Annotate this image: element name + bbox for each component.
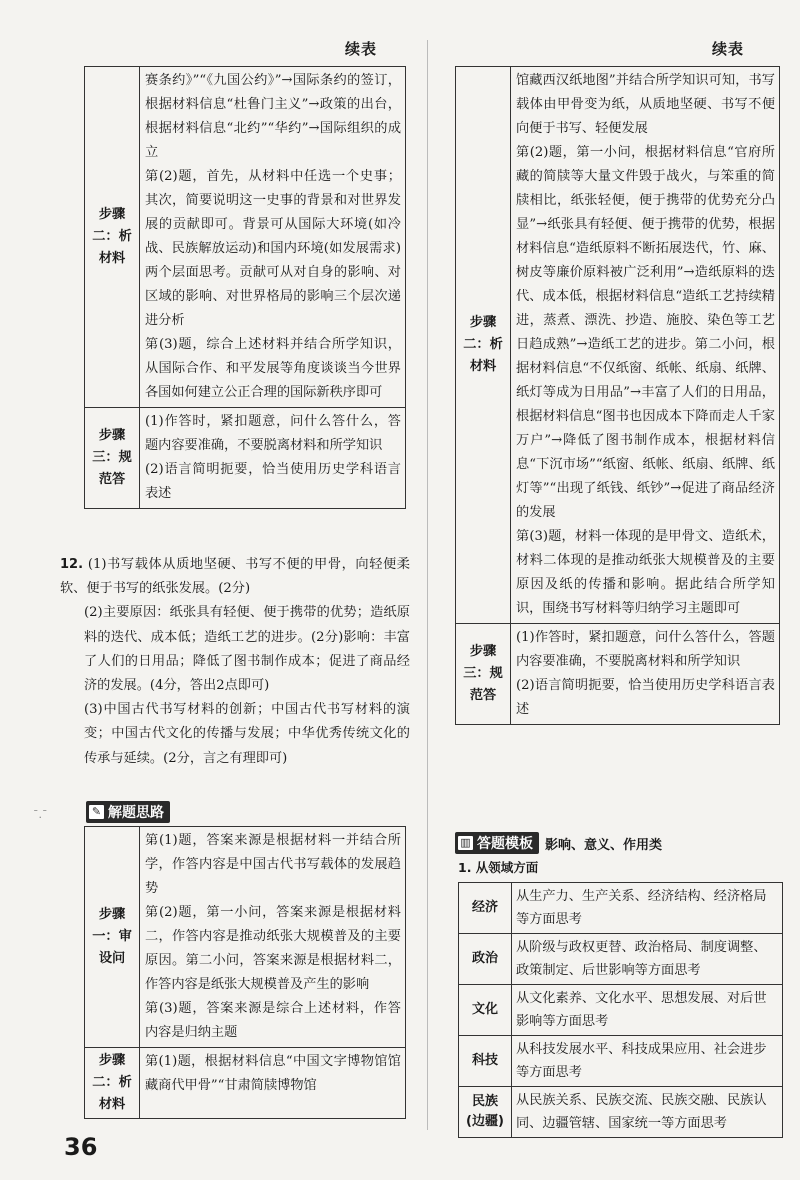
solution-tag-badge [86,801,170,823]
template-category: 科技 [459,1036,512,1087]
step-line: 第(1)题，根据材料信息“中国文字博物馆馆藏商代甲骨”“甘肃简牍博物馆 [145,1054,401,1093]
step-label [85,827,140,1048]
question-12-answer [60,553,410,771]
step-label-text: 步骤二：析材料 [92,1053,132,1112]
page-number: 36 [64,1133,98,1161]
template-text: 从阶级与政权更替、政治格局、制度调整、政策制定、后世影响等方面思考 [512,934,783,985]
step-line: 第(3)题，综合上述材料并结合所学知识，从国际合作、和平发展等角度谈谈当今世界各国如何建立公正合理的国际新秩序即可 [145,337,401,400]
pencil-note-icon: ✎ [89,805,104,819]
step-content [140,67,406,408]
template-text: 从生产力、生产关系、经济结构、经济格局等方面思考 [512,883,783,934]
answer-part-2: (2)主要原因：纸张具有轻便、便于携带的优势；造纸原料的迭代、成本低；造纸工艺的进步。(2分)影响：丰富了人们的日用品；降低了图书制作成本；促进了商品经济的发展。(4分，答出2点即可) [84,605,410,694]
table-row [456,624,780,725]
step-line: 馆藏西汉纸地图”并结合所学知识可知，书写载体由甲骨变为纸，从质地坚硬、书写不便向便于书写、轻便发展 [516,73,775,136]
table-row [459,934,783,985]
template-text: 从文化素养、文化水平、思想发展、对后世影响等方面思考 [512,985,783,1036]
continued-label-right: 续表 [712,40,745,58]
step-line: 第(3)题，答案来源是综合上述材料，作答内容是归纳主题 [145,1001,401,1040]
table-row [459,985,783,1036]
step-content [140,1048,406,1119]
open-book-icon: ▥ [458,836,473,850]
template-table-wrap [458,882,783,1138]
step-line: 赛条约》”“《九国公约》”→国际条约的签订，根据材料信息“杜鲁门主义”→政策的出台，根据材料信息“北约”“华约”→国际组织的成立 [145,73,401,160]
solution-tag [86,800,170,823]
step-content [140,827,406,1048]
step-label [85,67,140,408]
step-content [140,408,406,509]
table-row [459,883,783,934]
left-top-steps-table [84,66,406,509]
step-content [511,67,780,624]
template-category: 文化 [459,985,512,1036]
left-bottom-table-wrap [84,826,406,1119]
left-bottom-steps-table [84,826,406,1119]
step-line: 第(2)题，第一小问，答案来源是根据材料二，作答内容是推动纸张大规模普及的主要原因。第二小问，答案来源是根据材料二，作答内容是纸张大规模普及产生的影响 [145,905,401,992]
template-text: 从科技发展水平、科技成果应用、社会进步等方面思考 [512,1036,783,1087]
left-top-table-wrap [84,66,406,509]
continued-label-left: 续表 [345,40,378,58]
table-row [459,1036,783,1087]
step-label [85,408,140,509]
step-line: (1)作答时，紧扣题意，问什么答什么，答题内容要准确，不要脱离材料和所学知识 [516,630,775,669]
template-section-title: 1. 从领域方面 [458,860,539,875]
step-line: (2)语言简明扼要，恰当使用历史学科语言表述 [145,462,401,501]
step-label-text: 步骤二：析材料 [92,207,132,266]
right-table-wrap [455,66,780,725]
column-divider [427,40,428,1130]
template-heading [455,832,662,854]
step-label [456,624,511,725]
table-row [85,67,406,408]
template-category: 政治 [459,934,512,985]
margin-mark: ¯.¯ [33,808,48,821]
step-line: 第(2)题，第一小问，根据材料信息“官府所藏的简牍等大量文件毁于战火，与笨重的简牍相比，纸张轻便，便于携带的优势充分凸显”→纸张具有轻便、便于携带的优势，根据材料信息“造纸原料不断拓展迭代，竹、麻、树皮等廉价原料被广泛利用”→造纸原料的迭代、成本低，根据材料信息“造纸工艺持续精进，蒸煮、漂洗、抄造、施胶、染色等工艺日趋成熟”→造纸工艺的进步。第二小问，根据材料信息“不仅纸窗、纸帐、纸扇、纸牌、纸灯等成为日用品”→丰富了人们的日用品，根据材料信息“图书也因成本下降而走人千家万户”→降低了图书制作成本，根据材料信息“下沉市场”“纸窗、纸帐、纸扇、纸牌、纸灯等”“出现了纸钱、纸钞”→促进了商品经济的发展 [516,145,775,520]
solution-tag-label: 解题思路 [108,805,164,821]
template-tag-badge [455,832,539,854]
step-line: 第(1)题，答案来源是根据材料一并结合所学，作答内容是中国古代书写载体的发展趋势 [145,833,401,896]
step-label-text: 步骤一：审设问 [92,907,132,966]
step-content [511,624,780,725]
table-row [459,1087,783,1138]
step-label [85,1048,140,1119]
table-row [85,827,406,1048]
step-label-text: 步骤三：规范答 [92,428,132,487]
step-line: (2)语言简明扼要，恰当使用历史学科语言表述 [516,678,775,717]
step-line: (1)作答时，紧扣题意，问什么答什么，答题内容要准确，不要脱离材料和所学知识 [145,414,401,453]
table-row [85,408,406,509]
step-label-text: 步骤二：析材料 [463,315,503,374]
answer-part-3: (3)中国古代书写材料的创新；中国古代书写材料的演变；中国古代文化的传播与发展；中华优秀传统文化的传承与延续。(2分，言之有理即可) [84,702,410,766]
right-steps-table [455,66,780,725]
template-category: 经济 [459,883,512,934]
template-table [458,882,783,1138]
template-category: 民族(边疆) [459,1087,512,1138]
answer-part-1 [60,553,410,601]
answer-text: (1)书写载体从质地坚硬、书写不便的甲骨，向轻便柔软、便于书写的纸张发展。(2分) [60,557,410,597]
step-label-text: 步骤三：规范答 [463,644,503,703]
question-number: 12. [60,557,84,572]
table-row [85,1048,406,1119]
template-text: 从民族关系、民族交流、民族交融、民族认同、边疆管辖、国家统一等方面思考 [512,1087,783,1138]
template-subtitle: 影响、意义、作用类 [545,837,663,853]
table-row [456,67,780,624]
step-label [456,67,511,624]
step-line: 第(3)题，材料一体现的是甲骨文、造纸术，材料二体现的是推动纸张大规模普及的主要原因及纸的传播和影响。据此结合所学知识，围绕书写材料等归纳学习主题即可 [516,529,775,616]
template-tag-label: 答题模板 [477,836,533,852]
step-line: 第(2)题，首先，从材料中任选一个史事；其次，简要说明这一史事的背景和对世界发展的贡献即可。背景可从国际大环境(如冷战、民族解放运动)和国内环境(如发展需求)两个层面思考。贡献可从对自身的影响、对区域的影响、对世界格局的影响三个层次递进分析 [145,169,401,328]
